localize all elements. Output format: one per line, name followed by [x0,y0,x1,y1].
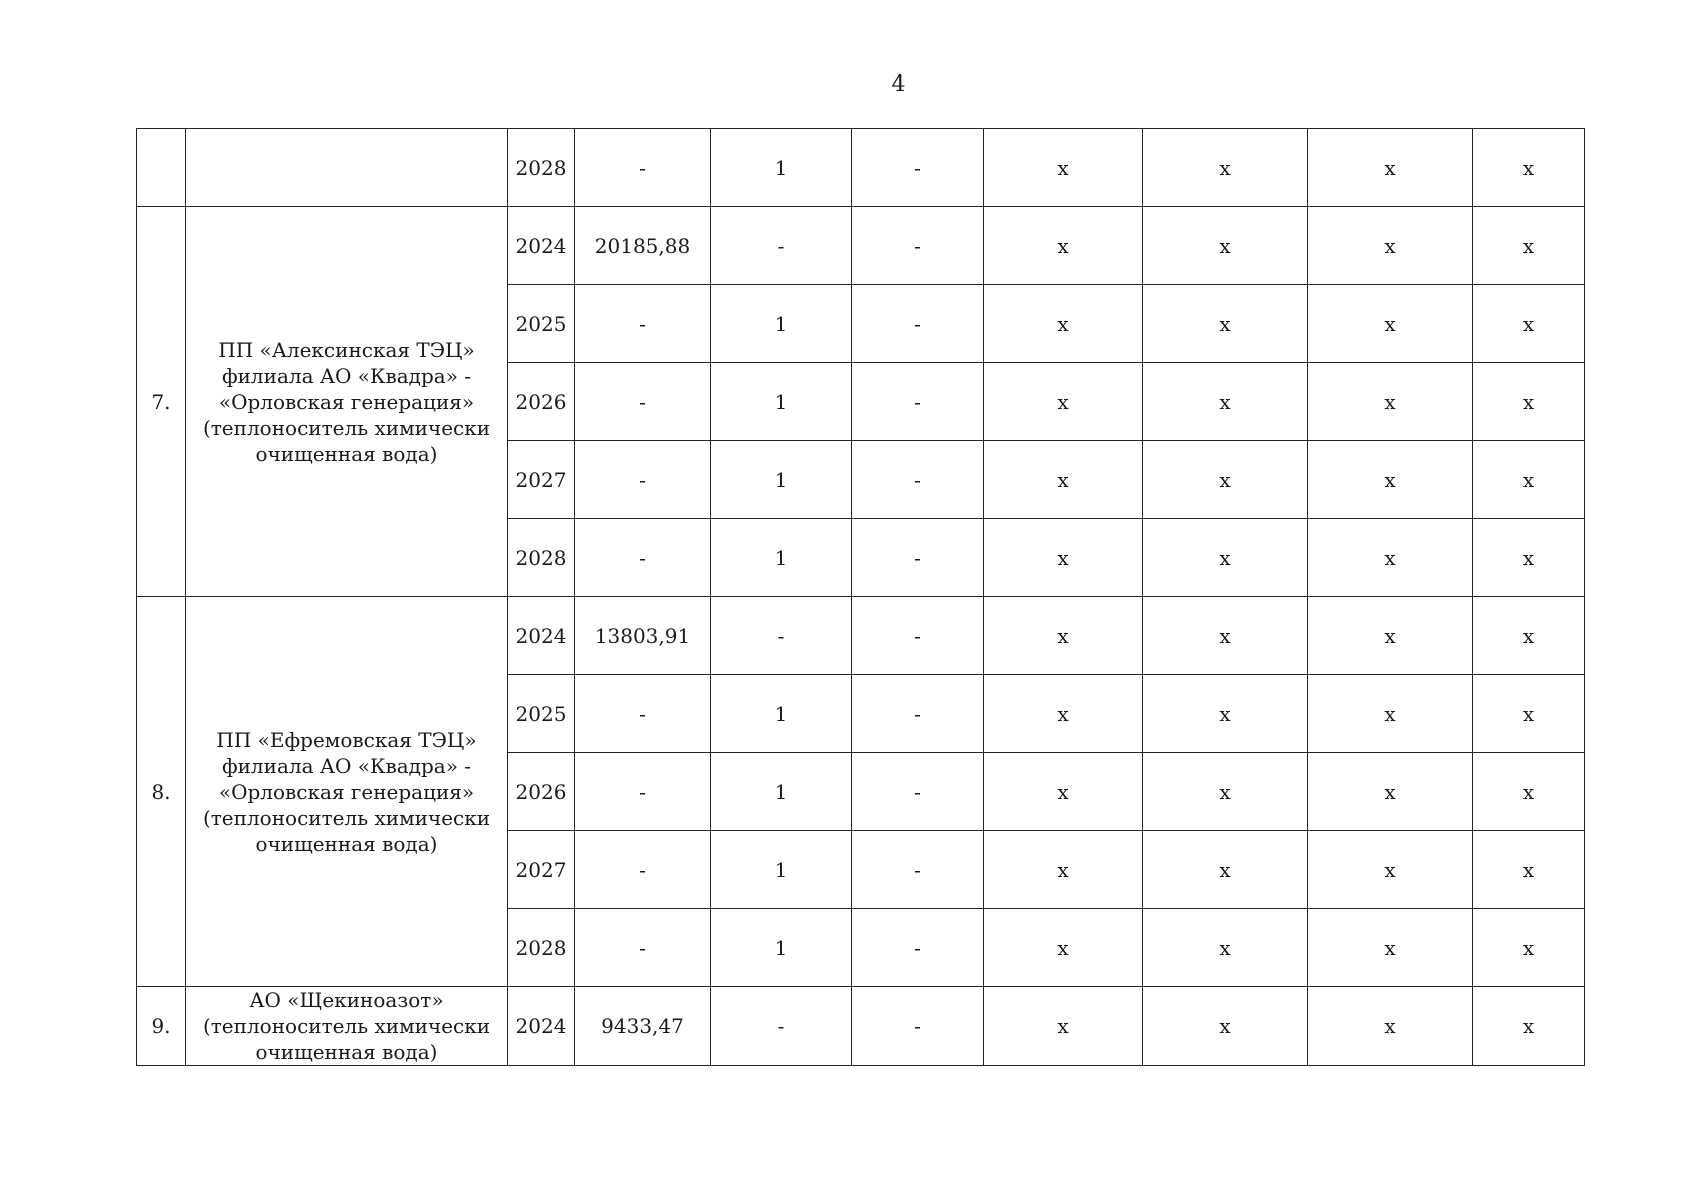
value-cell: x [1473,441,1585,519]
value-cell: x [1308,831,1473,909]
value-cell: x [1143,753,1308,831]
year-cell: 2025 [508,675,575,753]
value-cell: x [984,441,1143,519]
value-cell: x [984,909,1143,987]
value-cell: x [1143,831,1308,909]
value-cell: x [984,597,1143,675]
value-cell: 1 [711,363,852,441]
value-cell: 20185,88 [575,207,711,285]
value-cell: x [1308,441,1473,519]
value-cell: - [575,363,711,441]
table-row [137,129,1585,207]
value-cell: - [711,597,852,675]
value-cell: x [1143,129,1308,207]
value-cell: x [984,831,1143,909]
year-cell: 2024 [508,987,575,1066]
value-cell: x [1308,597,1473,675]
value-cell: x [984,519,1143,597]
value-cell: - [575,441,711,519]
value-cell: x [984,753,1143,831]
year-cell: 2028 [508,129,575,207]
year-cell: 2024 [508,207,575,285]
value-cell: - [711,987,852,1066]
value-cell: - [852,675,984,753]
value-cell: x [1143,285,1308,363]
value-cell: x [1473,831,1585,909]
value-cell: x [1308,207,1473,285]
table-row [137,987,1585,1066]
value-cell: 1 [711,831,852,909]
row-number-cell [137,129,186,207]
year-cell: 2028 [508,909,575,987]
value-cell: x [984,207,1143,285]
value-cell: - [711,207,852,285]
value-cell: - [575,519,711,597]
value-cell: x [1143,597,1308,675]
value-cell: - [575,909,711,987]
value-cell: 1 [711,285,852,363]
value-cell: - [852,519,984,597]
value-cell: 1 [711,129,852,207]
year-cell: 2025 [508,285,575,363]
year-cell: 2027 [508,831,575,909]
value-cell: x [1473,363,1585,441]
value-cell: - [575,831,711,909]
value-cell: 1 [711,519,852,597]
value-cell: x [1473,129,1585,207]
value-cell: 1 [711,675,852,753]
value-cell: x [1473,519,1585,597]
row-number-cell: 7. [137,207,186,597]
value-cell: x [1308,753,1473,831]
page-number: 4 [891,72,906,97]
value-cell: - [852,753,984,831]
value-cell: - [852,987,984,1066]
value-cell: - [852,129,984,207]
value-cell: x [1473,909,1585,987]
value-cell: - [852,909,984,987]
value-cell: x [1308,363,1473,441]
value-cell: - [852,597,984,675]
value-cell: x [1143,987,1308,1066]
value-cell: x [1308,519,1473,597]
year-cell: 2026 [508,753,575,831]
value-cell: 13803,91 [575,597,711,675]
value-cell: x [984,363,1143,441]
value-cell: x [1143,675,1308,753]
value-cell: x [1473,597,1585,675]
year-cell: 2024 [508,597,575,675]
value-cell: x [1473,675,1585,753]
row-number-cell: 9. [137,987,186,1066]
row-number-cell: 8. [137,597,186,987]
value-cell: x [984,285,1143,363]
year-cell: 2027 [508,441,575,519]
value-cell: - [852,831,984,909]
value-cell: x [1143,363,1308,441]
value-cell: x [1143,441,1308,519]
value-cell: - [852,363,984,441]
value-cell: x [1308,909,1473,987]
value-cell: 9433,47 [575,987,711,1066]
value-cell: x [1473,987,1585,1066]
value-cell: x [1473,285,1585,363]
tariff-table [136,128,1585,1066]
value-cell: 1 [711,909,852,987]
value-cell: x [984,675,1143,753]
value-cell: x [984,129,1143,207]
value-cell: - [575,285,711,363]
value-cell: x [1473,207,1585,285]
value-cell: 1 [711,441,852,519]
table-row [137,597,1585,675]
value-cell: x [1308,285,1473,363]
value-cell: 1 [711,753,852,831]
value-cell: x [1308,675,1473,753]
value-cell: - [575,129,711,207]
value-cell: x [1308,987,1473,1066]
organization-cell: ПП «Алексинская ТЭЦ» филиала АО «Квадра» - «Орловская генерация» (теплоноситель химически очищенная вода) [186,207,508,597]
value-cell: - [852,441,984,519]
value-cell: x [984,987,1143,1066]
organization-cell: ПП «Ефремовская ТЭЦ» филиала АО «Квадра» - «Орловская генерация» (теплоноситель химически очищенная вода) [186,597,508,987]
value-cell: x [1143,909,1308,987]
value-cell: x [1473,753,1585,831]
year-cell: 2028 [508,519,575,597]
value-cell: x [1143,207,1308,285]
value-cell: - [852,285,984,363]
value-cell: - [575,753,711,831]
value-cell: x [1143,519,1308,597]
year-cell: 2026 [508,363,575,441]
organization-cell: АО «Щекиноазот» (теплоноситель химически очищенная вода) [186,987,508,1066]
organization-cell [186,129,508,207]
table-row [137,207,1585,285]
value-cell: - [852,207,984,285]
value-cell: - [575,675,711,753]
value-cell: x [1308,129,1473,207]
